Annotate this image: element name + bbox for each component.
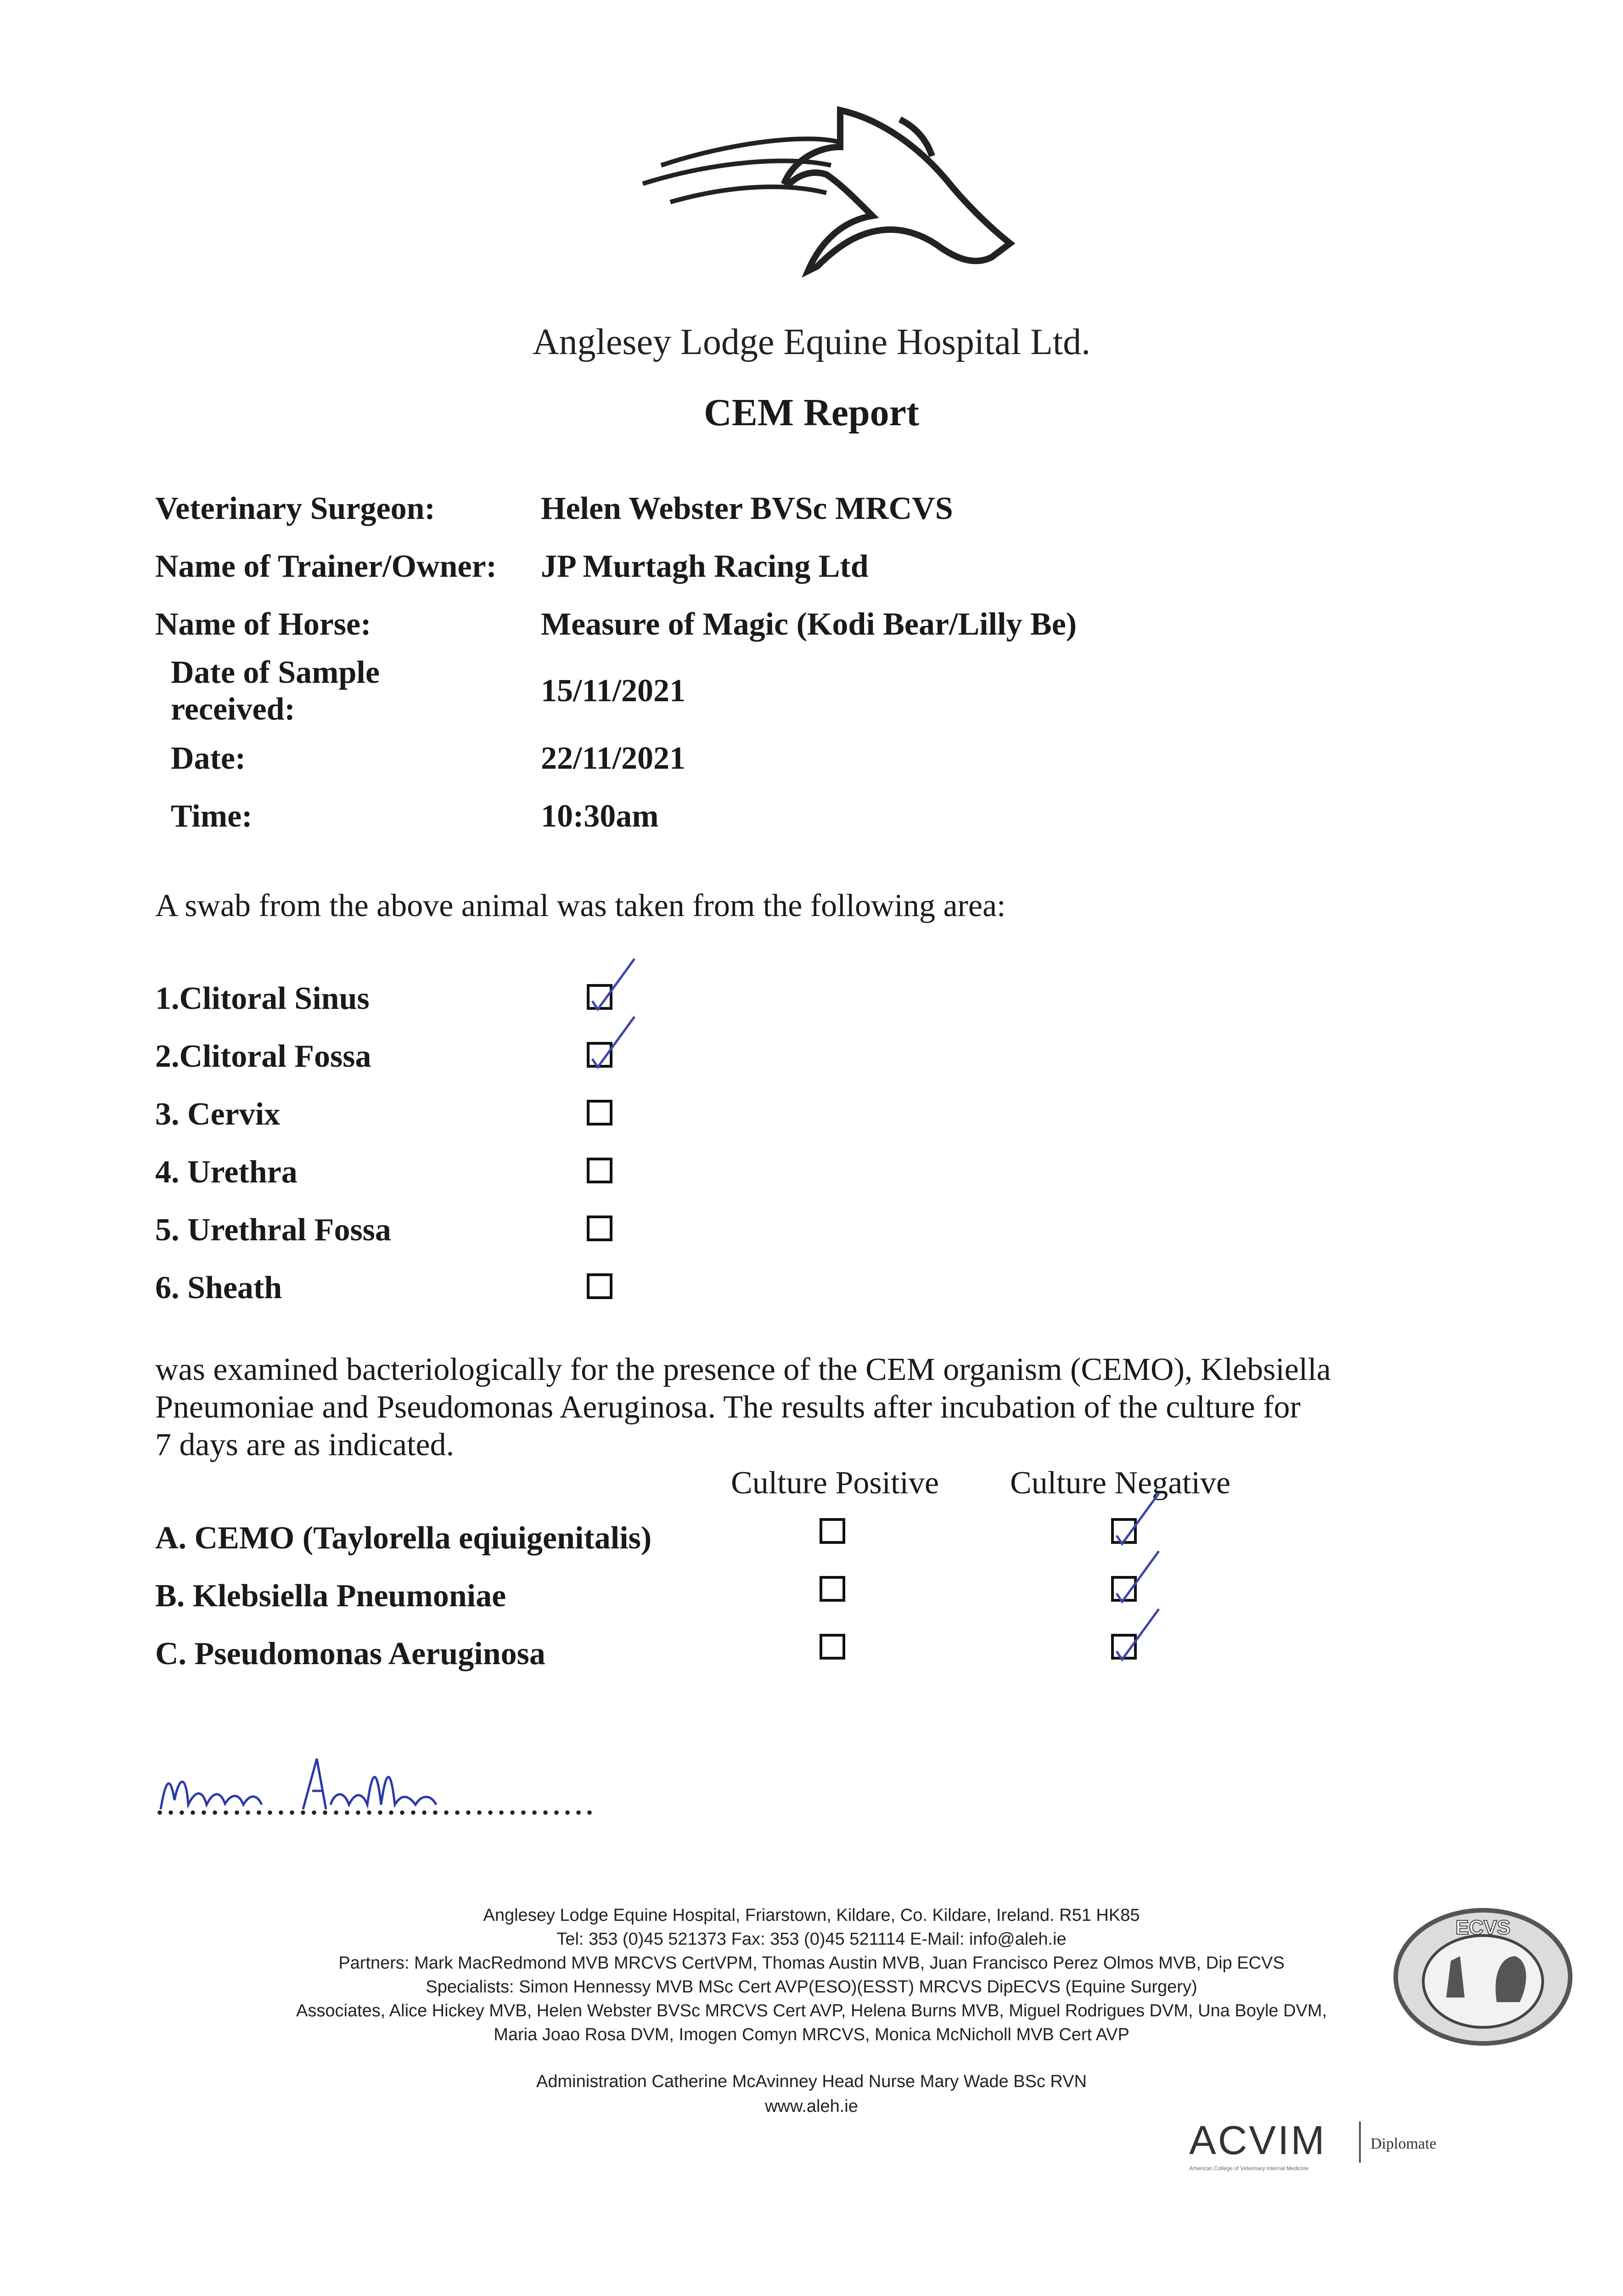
exam-description — [155, 1351, 1331, 1464]
trainer-owner-label: Name of Trainer/Owner: — [155, 549, 497, 584]
swab-intro-text: A swab from the above animal was taken from the following area: — [155, 888, 1006, 923]
result-label-cemo: A. CEMO (Taylorella eqiuigenitalis) — [155, 1520, 652, 1556]
time-label: Time: — [171, 799, 253, 834]
acvim-subtitle: American College of Veterinary Internal Medicine — [1189, 2165, 1309, 2172]
footer-partners: Partners: Mark MacRedmond MVB MRCVS CertVPM, Thomas Austin MVB, Juan Francisco Perez Olmos MVB, Dip ECVS — [338, 1953, 1285, 1973]
checkmark-icon — [1108, 1490, 1163, 1549]
area-label-clitoral-sinus: 1.Clitoral Sinus — [155, 981, 370, 1016]
klebsiella-positive-checkbox[interactable] — [820, 1576, 845, 1602]
area-label-sheath: 6. Sheath — [155, 1270, 282, 1306]
footer-associates-cont: Maria Joao Rosa DVM, Imogen Comyn MRCVS, Monica McNicholl MVB Cert AVP — [494, 2025, 1129, 2044]
footer-associates: Associates, Alice Hickey MVB, Helen Webster BVSc MRCVS Cert AVP, Helena Burns MVB, Miguel Rodrigues DVM, Una Boyle DVM, — [296, 2001, 1327, 2020]
trainer-owner-value: JP Murtagh Racing Ltd — [541, 549, 869, 584]
date-value: 22/11/2021 — [541, 741, 686, 776]
culture-negative-header: Culture Negative — [1010, 1465, 1231, 1501]
exam-line-1: was examined bacteriologically for the presence of the CEM organism (CEMO), Klebsiella — [155, 1352, 1331, 1387]
area-checkbox-cervix[interactable] — [587, 1100, 612, 1125]
checkmark-icon — [584, 955, 639, 1015]
vet-surgeon-label: Veterinary Surgeon: — [155, 491, 435, 526]
result-label-pseudomonas: C. Pseudomonas Aeruginosa — [155, 1636, 545, 1671]
footer-administration: Administration Catherine McAvinney Head Nurse Mary Wade BSc RVN — [536, 2072, 1087, 2091]
area-checkbox-sheath[interactable] — [587, 1273, 612, 1299]
date-label: Date: — [171, 741, 246, 776]
ecvs-label: ECVS — [1455, 1916, 1511, 1939]
sample-date-label-line1: Date of Sample — [171, 655, 380, 690]
acvim-divider — [1359, 2122, 1361, 2163]
area-label-urethra: 4. Urethra — [155, 1154, 298, 1190]
area-checkbox-urethral-fossa[interactable] — [587, 1216, 612, 1241]
footer-website[interactable]: www.aleh.ie — [765, 2097, 858, 2116]
exam-line-2: Pneumoniae and Pseudomonas Aeruginosa. The results after incubation of the culture for — [155, 1390, 1301, 1425]
footer-address: Anglesey Lodge Equine Hospital, Friarstown, Kildare, Co. Kildare, Ireland. R51 HK85 — [483, 1906, 1140, 1925]
acvim-label: ACVIM — [1189, 2117, 1326, 2163]
area-label-urethral-fossa: 5. Urethral Fossa — [155, 1212, 391, 1248]
exam-line-3: 7 days are as indicated. — [155, 1427, 455, 1463]
time-value: 10:30am — [541, 799, 659, 834]
vet-surgeon-value: Helen Webster BVSc MRCVS — [541, 491, 953, 526]
footer-contact: Tel: 353 (0)45 521373 Fax: 353 (0)45 521114 E-Mail: info@aleh.ie — [556, 1930, 1067, 1949]
checkmark-icon — [1108, 1605, 1163, 1665]
area-label-clitoral-fossa: 2.Clitoral Fossa — [155, 1039, 371, 1074]
horse-name-label: Name of Horse: — [155, 607, 371, 642]
sample-date-label — [171, 654, 380, 728]
horse-head-logo — [624, 92, 1028, 285]
ecvs-seal-icon — [1391, 1906, 1575, 2048]
signature-line: ........................................ — [155, 1782, 596, 1823]
pseudomonas-positive-checkbox[interactable] — [820, 1634, 845, 1660]
acvim-diplomate: Diplomate — [1370, 2135, 1437, 2152]
footer-specialists: Specialists: Simon Hennessy MVB MSc Cert AVP(ESO)(ESST) MRCVS DipECVS (Equine Surgery) — [426, 1977, 1197, 1997]
report-title: CEM Report — [704, 391, 919, 434]
checkmark-icon — [584, 1013, 639, 1073]
horse-name-value: Measure of Magic (Kodi Bear/Lilly Be) — [541, 607, 1077, 642]
checkmark-icon — [1108, 1548, 1163, 1607]
culture-positive-header: Culture Positive — [731, 1465, 939, 1501]
result-label-klebsiella: B. Klebsiella Pneumoniae — [155, 1578, 506, 1614]
area-label-cervix: 3. Cervix — [155, 1097, 281, 1132]
sample-date-value: 15/11/2021 — [541, 673, 686, 709]
cemo-positive-checkbox[interactable] — [820, 1518, 845, 1544]
area-checkbox-urethra[interactable] — [587, 1158, 612, 1183]
acvim-logo — [1189, 2117, 1474, 2177]
sample-date-label-line2: received: — [171, 692, 295, 727]
organization-name: Anglesey Lodge Equine Hospital Ltd. — [532, 322, 1091, 362]
